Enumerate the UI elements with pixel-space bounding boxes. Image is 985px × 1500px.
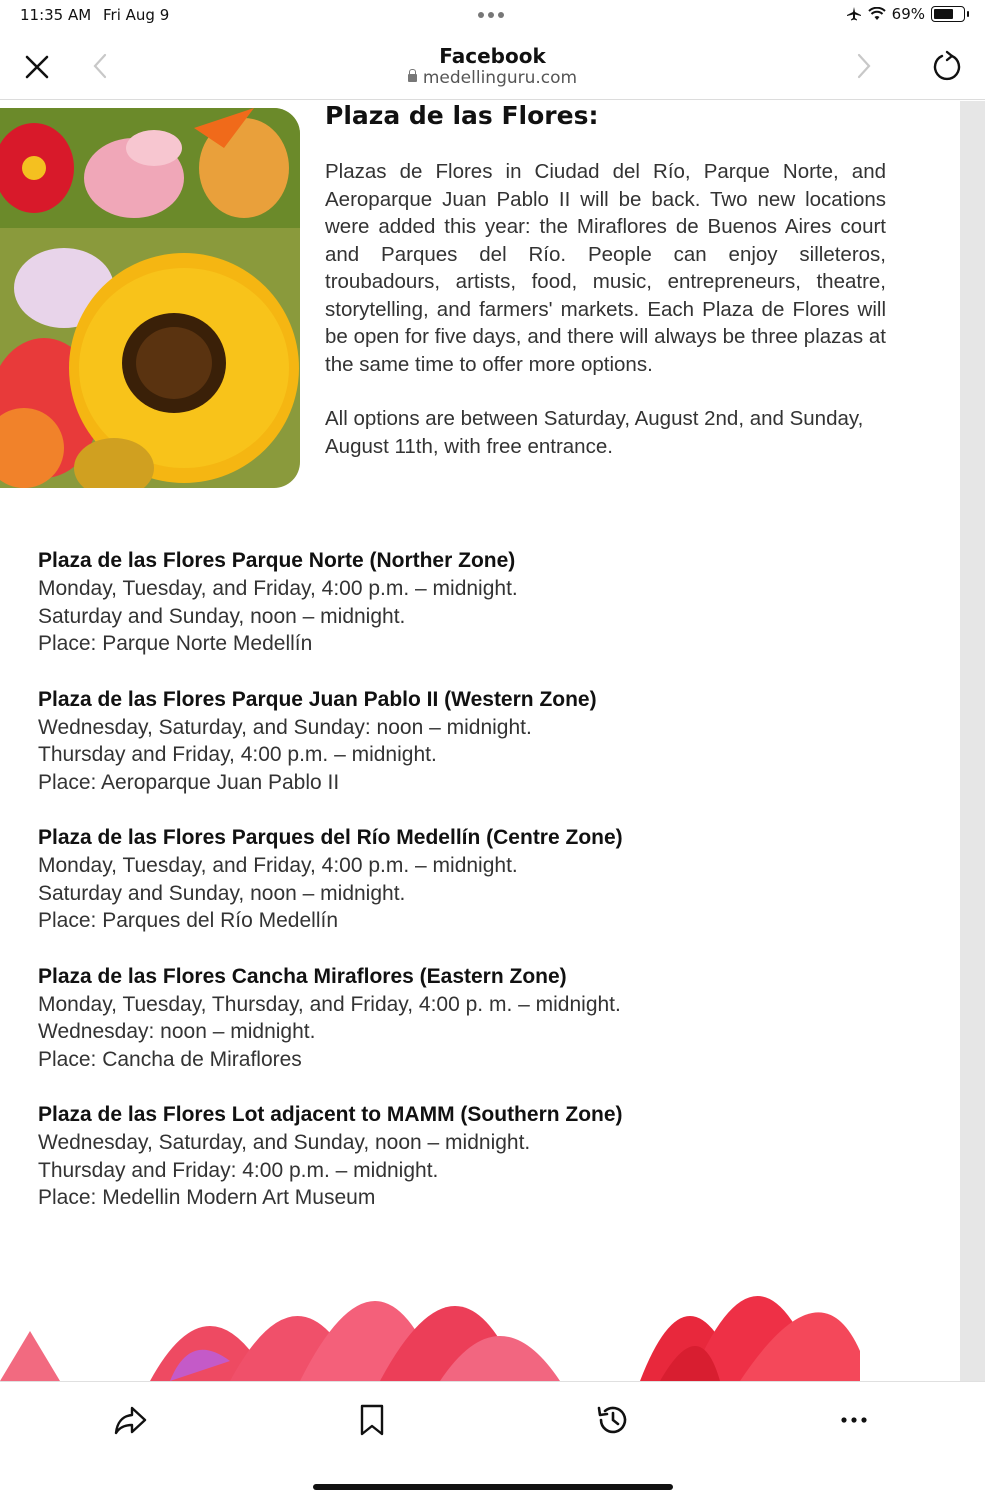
schedule-line: Wednesday, Saturday, and Sunday: noon – midnight. xyxy=(38,715,532,739)
share-icon[interactable] xyxy=(112,1402,148,1438)
schedule-line: Place: Aeroparque Juan Pablo II xyxy=(38,770,340,794)
status-date: Fri Aug 9 xyxy=(103,6,170,24)
lock-icon xyxy=(408,74,417,82)
red-flowers-image xyxy=(0,1211,960,1381)
article-intro xyxy=(325,158,886,460)
bookmark-icon[interactable] xyxy=(354,1402,390,1438)
schedule-block xyxy=(38,824,918,935)
schedule-title: Plaza de las Flores Parques del Río Medellín (Centre Zone) xyxy=(38,826,623,849)
battery-percent: 69% xyxy=(891,5,925,23)
browser-header xyxy=(0,32,985,100)
schedule-line: Wednesday, Saturday, and Sunday, noon – midnight. xyxy=(38,1131,531,1154)
scrollbar-track[interactable] xyxy=(960,101,985,1381)
more-icon[interactable] xyxy=(836,1402,872,1438)
schedule-line: Place: Parque Norte Medellín xyxy=(38,632,313,655)
reload-icon[interactable] xyxy=(930,50,964,84)
schedule-list xyxy=(38,547,918,1240)
schedule-line: Monday, Tuesday, and Friday, 4:00 p.m. – midnight. xyxy=(38,577,518,600)
article-content xyxy=(0,101,960,1381)
schedule-title: Plaza de las Flores Parque Norte (Norther Zone) xyxy=(38,549,516,572)
bottom-toolbar xyxy=(0,1381,985,1500)
intro-paragraph: Plazas de Flores in Ciudad del Río, Parque Norte, and Aeroparque Juan Pablo II will be back. Two new locations were added this year: the Miraflores de Buenos Aires court and Parques del Río. People can enjoy silleteros, troubadours, artists, food, music, entrepreneurs, theatre, storytelling, and farmers' markets. Each Plaza de Flores will be open for five days, and there will always be three plazas at the same time to offer more options. xyxy=(325,160,886,376)
schedule-line: Place: Cancha de Miraflores xyxy=(38,1047,302,1071)
schedule-line: Thursday and Friday: 4:00 p.m. – midnight. xyxy=(38,1158,439,1182)
schedule-block xyxy=(38,547,918,658)
schedule-block xyxy=(38,963,918,1074)
article-title: Plaza de las Flores: xyxy=(325,101,599,130)
schedule-line: Place: Parques del Río Medellín xyxy=(38,909,338,932)
schedule-block xyxy=(38,1101,918,1212)
schedule-block xyxy=(38,686,918,797)
schedule-title: Plaza de las Flores Cancha Miraflores (Eastern Zone) xyxy=(38,964,567,988)
airplane-icon xyxy=(846,6,862,22)
wifi-icon xyxy=(868,7,886,21)
status-time: 11:35 AM xyxy=(20,6,92,24)
schedule-line: Place: Medellin Modern Art Museum xyxy=(38,1186,376,1209)
status-indicators xyxy=(846,5,965,23)
flower-bouquet-image xyxy=(0,108,300,488)
header-url xyxy=(0,68,985,88)
history-icon[interactable] xyxy=(595,1402,631,1438)
status-bar xyxy=(0,0,985,32)
schedule-line: Saturday and Sunday, noon – midnight. xyxy=(38,604,406,628)
battery-icon xyxy=(931,6,965,22)
schedule-line: Monday, Tuesday, and Friday, 4:00 p.m. – midnight. xyxy=(38,854,518,877)
schedule-line: Thursday and Friday, 4:00 p.m. – midnight. xyxy=(38,743,437,766)
schedule-title: Plaza de las Flores Lot adjacent to MAMM (Southern Zone) xyxy=(38,1103,623,1126)
home-indicator[interactable] xyxy=(313,1484,673,1490)
url-text: medellinguru.com xyxy=(422,68,578,88)
dates-paragraph: All options are between Saturday, August 2nd, and Sunday, August 11th, with free entrance. xyxy=(325,407,864,458)
multitasking-dots-icon[interactable] xyxy=(478,12,504,18)
schedule-title: Plaza de las Flores Parque Juan Pablo II (Western Zone) xyxy=(38,687,597,711)
forward-chevron-icon[interactable] xyxy=(852,52,876,80)
schedule-line: Monday, Tuesday, Thursday, and Friday, 4:00 p. m. – midnight. xyxy=(38,992,621,1016)
schedule-line: Wednesday: noon – midnight. xyxy=(38,1020,316,1043)
header-title: Facebook xyxy=(439,44,546,68)
schedule-line: Saturday and Sunday, noon – midnight. xyxy=(38,881,406,905)
